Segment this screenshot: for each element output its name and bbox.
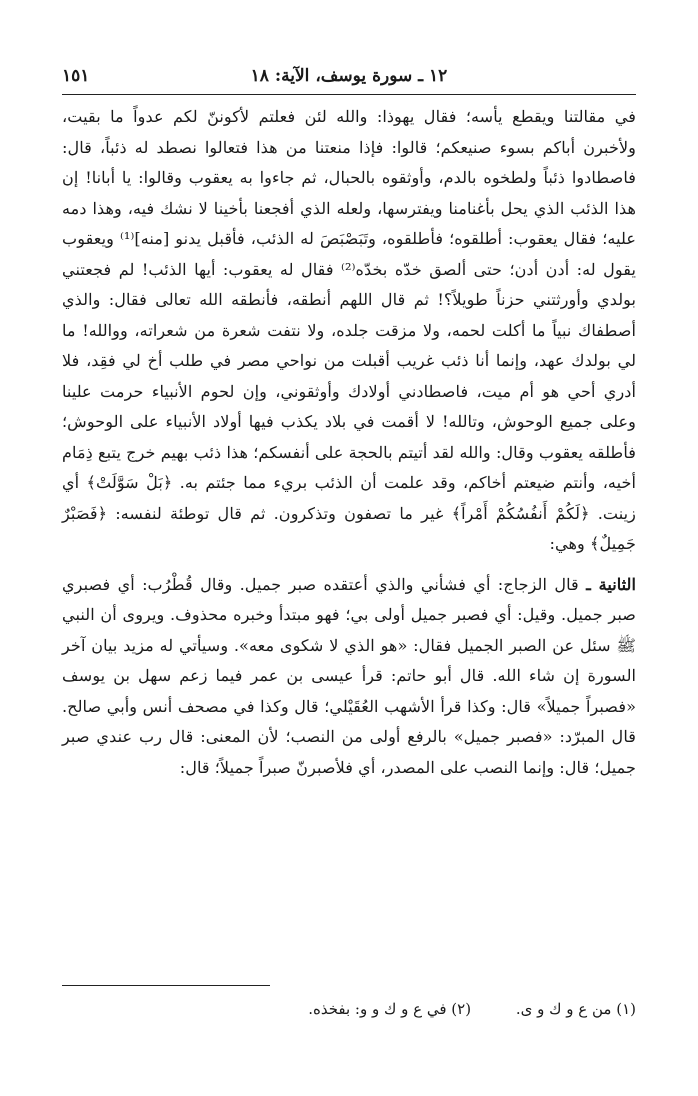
footnote-2: (٢) في ع و ك و و: بفخذه. bbox=[308, 1000, 472, 1018]
main-text bbox=[62, 102, 636, 783]
paragraph-2-text: قال الزجاج: أي فشأني والذي أعتقده صبر جميل. وقال قُطْرُب: أي فصبري صبر جميل. وقيل: أي فصبر جميل أولى بي؛ فهو مبتدأ وخبره محذوف. ويروى أن النبي ﷺ سئل عن الصبر الجميل فقال: «هو الذي لا شكوى معه». وسيأتي له مزيد بيان آخر السورة إن شاء الله. قال أبو حاتم: قرأ عيسى بن عمر فيما زعم سهل بن يوسف «فصبراً جميلاً» قال: وكذا قرأ الأشهب العُقَيْلي؛ قال وكذا في مصحف أنس وأبي صالح. قال المبرّد: «فصبر جميل» بالرفع أولى من النصب؛ لأن المعنى: قال رب عندي صبر جميل؛ قال: وإنما النصب على المصدر، أي فلأصبرنّ صبراً جميلاً؛ قال: bbox=[62, 574, 636, 777]
section-label: الثانية ـ bbox=[586, 574, 636, 594]
paragraph-2 bbox=[62, 570, 636, 784]
footnote-1: (١) من ع و ك و ى. bbox=[515, 1000, 636, 1018]
page-number: ١٥١ bbox=[62, 66, 90, 86]
header-rule bbox=[62, 94, 636, 95]
footnote-rule bbox=[62, 985, 270, 986]
footnotes bbox=[62, 996, 636, 1022]
running-title: ١٢ ـ سورة يوسف، الآية: ١٨ bbox=[250, 66, 448, 86]
paragraph-1: في مقالتنا ويقطع يأسه؛ فقال يهوذا: والله لئن فعلتم لأكوننّ لكم عدواً ما بقيت، ولأخبرن أباكم بسوء صنيعكم؛ قالوا: فإذا منعتنا من هذا فتعالوا نصطد له ذئباً، قال: فاصطادوا ذئباً ولطخوه بالدم، وأوثقوه بالحبال، ثم جاءوا به يعقوب وقالوا: يا أبانا! إن هذا الذئب الذي يحل بأغنامنا ويفترسها، ولعله الذي أفجعنا بأخينا لا نشك فيه، وهذا دمه عليه؛ فقال يعقوب: أطلقوه؛ فأطلقوه، وتَبَصْبَصَ له الذئب، فأقبل يدنو [منه]⁽¹⁾ ويعقوب يقول له: أدن أدن؛ حتى ألصق خدّه بخدّه⁽²⁾ فقال له يعقوب: أيها الذئب! لم فجعتني بولدي وأورثتني حزناً طويلاً؟! ثم قال اللهم أنطقه، فأنطقه الله تعالى فقال: والذي أصطفاك نبياً ما أكلت لحمه، ولا مزقت جلده، ولا نتفت شعرة من شعراته، ووالله! ما لي بولدك عهد، وإنما أنا ذئب غريب أقبلت من نواحي مصر في طلب أخ لي فقِد، فلا أدري أحي هو أم ميت، فاصطادني أولادك وأوثقوني، وإن لحوم الأنبياء حرمت علينا وعلى جميع الوحوش، وتالله! لا أقمت في بلاد يكذب فيها أولاد الأنبياء على الوحوش؛ فأطلقه يعقوب وقال: والله لقد أتيتم بالحجة على أنفسكم؛ هذا ذئب بهيم خرج يتبع ذِمَام أخيه، وأنتم ضيعتم أخاكم، وقد علمت أن الذئب بريء مما جئتم به. ﴿بَلْ سَوَّلَتْ﴾ أي زينت. ﴿لَكُمْ أَنفُسُكُمْ أَمْراً﴾ غير ما تصفون وتذكرون. ثم قال توطئة لنفسه: ﴿فَصَبْرٌ جَمِيلٌ﴾ وهي: bbox=[62, 107, 636, 553]
page-header bbox=[62, 64, 636, 92]
